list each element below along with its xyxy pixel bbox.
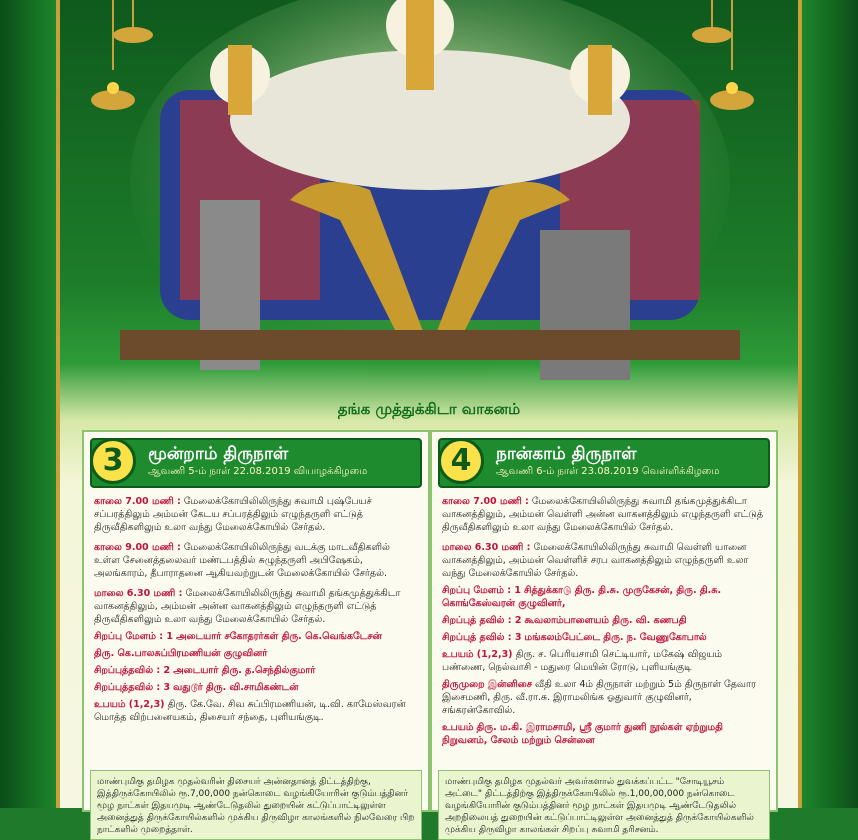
day4-event bbox=[442, 541, 766, 580]
sponsor-label: சிறப்புத்தவில் : 3 bbox=[94, 682, 171, 693]
day3-sponsors bbox=[84, 630, 428, 724]
day4-date: ஆவணி 6-ம் நாள் 23.08.2019 வெள்ளிக்கிழமை bbox=[496, 466, 720, 477]
sponsor-row bbox=[94, 647, 418, 660]
sponsor-row bbox=[94, 698, 418, 724]
event-time: காலை 7.00 மணி : bbox=[94, 496, 181, 507]
event-time: மாலை 6.30 மணி : bbox=[94, 588, 183, 599]
sponsor-label: உபயம் (1,2,3) bbox=[442, 649, 513, 660]
day4-events bbox=[432, 495, 776, 580]
sponsor-text: கூவலாம்பாளையம் திரு. வி. கணபதி bbox=[524, 615, 687, 626]
sponsor-label: சிறப்புத்தவில் : 2 bbox=[94, 665, 171, 676]
sponsor-row bbox=[442, 721, 766, 747]
event-text: மேலைக்கோயிலிலிருந்து சுவாமி தங்கமுத்துக்கிடா வாகனத்திலும், அம்மன் அன்ன வாகனத்திலும் எழுந்தருளி எட்டுத் திருவீதிகளிலும் உலா வந்து மேலைக்கோயில் சேர்தல். bbox=[94, 588, 401, 625]
day4-event bbox=[442, 495, 766, 534]
sponsor-row bbox=[94, 664, 418, 677]
sponsor-row bbox=[442, 614, 766, 627]
event-time: காலை 7.00 மணி : bbox=[442, 496, 529, 507]
day4-header bbox=[438, 438, 770, 488]
day3-note: மாண்புமிகு தமிழக முதல்வரின் திசையர் அன்னதானத் திட்டத்திற்கு, இத்திருக்கோயிலில் ரூ.7,00,000 நன்கொடை வழங்கியோரின் குடும்பத்தினர் மூழ நாட்கள் இதயமுடி ஆண்டேடுதலில் துறையின் கட்டுப்பாட்டிலுள்ள அனைத்துத் திருக்கோயில்களில் முக்கிய திருவிழா காலங்களில் நிலவேரை பிற நாட்களில் முறைத்தாள். bbox=[90, 770, 422, 840]
day4-sponsors bbox=[432, 584, 776, 747]
sponsor-label: திருமுறை இன்னிசை bbox=[442, 679, 532, 690]
sponsor-row bbox=[442, 631, 766, 644]
sponsor-label: சிறப்பு மேளம் : 1 bbox=[442, 585, 521, 596]
day3-event bbox=[94, 541, 418, 580]
day3-title: மூன்றாம் திருநாள் bbox=[148, 444, 289, 464]
sponsor-text: அடையார் திரு. த.செந்தில்குமார் bbox=[173, 665, 316, 676]
day3-panel bbox=[82, 430, 430, 835]
event-time: காலை 9.00 மணி : bbox=[94, 542, 181, 553]
sponsor-label: சிறப்புத் தவில் : 2 bbox=[442, 615, 522, 626]
day3-date: ஆவணி 5-ம் நாள் 22.08.2019 வியாழக்கிழமை bbox=[148, 466, 368, 477]
sponsor-text: சித்துக்காடு திரு. தி.சு. முருகேசன், திரு. தி.சு. கொங்கேஸ்வரன் குழுவினர், bbox=[442, 585, 722, 609]
sponsor-label: உபயம் (1,2,3) bbox=[94, 699, 165, 710]
day3-header bbox=[90, 438, 422, 488]
deity-procession-photo bbox=[120, 0, 740, 392]
sponsor-row bbox=[442, 648, 766, 674]
day4-panel bbox=[430, 430, 778, 835]
day3-events bbox=[84, 495, 428, 626]
sponsor-text: மங்கலம்பேட்டை திரு. ந. வேணுகோபால் bbox=[524, 632, 707, 643]
sponsor-text: திரு. கே.வே. சிவ சுப்பிரமணியன், டி.வி. காமேஸ்வரன் மொத்த விற்பனையகம், திசையர் சந்தை, புளியங்குடி. bbox=[94, 699, 406, 723]
sponsor-row bbox=[442, 678, 766, 717]
sponsor-text: திரு. கெ.பாலசுப்பிரமணியன் குழுவினர் bbox=[94, 648, 268, 659]
sponsor-text: திரு. ம.கி. இராமசாமி, ஸ்ரீ குமார் துணி நூல்கள் ஏற்றுமதி நிறுவனம், சேலம் மற்றும் சென்னை bbox=[442, 722, 723, 746]
event-time: மாலை 6.30 மணி : bbox=[442, 542, 531, 553]
sponsor-row bbox=[94, 630, 418, 643]
day3-event bbox=[94, 495, 418, 534]
sponsor-text: வீதி உலா 4ம் திருநாள் மற்றும் 5ம் திருநாள் தேவார இசைமணி, திரு. வீ.ரா.சு. இராமலிங்க ஓதுவார் குழுவினர், சங்கரன்கோவில். bbox=[442, 679, 756, 716]
day4-note: மாண்புமிகு தமிழக முதல்வர் அவர்களால் துவக்கப்பட்ட "சோடியூசம் அட்டை" திட்டத்திற்கு இத்திருக்கோயிலில் ரூ.1,00,00,000 நன்கொடை வழங்கியோரின் குடும்பத்தினர் மூழ நாட்கள் இதயமுடி ஆண்டேடுதலில் அறநிலையத் துறையின் கட்டுப்பாட்டிலுள்ள அனைத்துத் திருக்கோயில்களில் முக்கிய திருவிழா காலங்கள் சிறப்பு சுவாமி தரிசனம். bbox=[438, 770, 770, 840]
sponsor-row bbox=[442, 584, 766, 610]
event-text: மேலைக்கோயிலிலிருந்து சுவாமி தங்கமுத்துக்கிடா வாகனத்திலும், அம்மன் வெள்ளி அன்ன வாகனத்திலும் எழுந்தருளி எட்டுத் திருவீதிகளிலும் உலா வந்து மேலைக்கோயில் சேர்தல். bbox=[442, 496, 764, 533]
sponsor-label: சிறப்பு மேளம் : 1 bbox=[94, 631, 173, 642]
sponsor-text: வதுடூர் திரு. வி.சாமிகண்டன் bbox=[173, 682, 299, 693]
sponsor-text: திரு. ச. பெரியசாமி செட்டியார், மகேஷ் விஜயம் பண்ணை, நெல்வாசி - மதுரை மெயின் ரோடு, புளியங்குடி bbox=[442, 649, 723, 673]
day4-title: நான்காம் திருநாள் bbox=[496, 444, 637, 464]
day3-event bbox=[94, 587, 418, 626]
event-text: மேலைக்கோயிலிலிருந்து சுவாமி வெள்ளி யானை வாகனத்திலும், அம்மன் வெள்ளிச் சரப வாகனத்திலும் எழுந்தருளி உலா வந்து மேலைக்கோயில் சேர்தல். bbox=[442, 542, 749, 579]
day3-number-badge: 3 bbox=[90, 438, 136, 484]
event-text: மேலைக்கோயிலிலிருந்து வடக்கு மாடவீதிகளில் உள்ள சேனைத்தலைவர் மண்டபத்தில் சுழுந்தருளி அபிஷேகம், அலங்காரம், தீபாராதனை ஆகியவற்றுடன் மேலைக்கோயில் சேர்தல். bbox=[94, 542, 390, 579]
sponsor-text: அடையார் சகோதரர்கள் திரு. கெ.வெங்கடேசன் bbox=[176, 631, 382, 642]
sponsor-row bbox=[94, 681, 418, 694]
event-text: மேலைக்கோயிலிலிருந்து சுவாமி புஷ்பேயச் சப்பரத்திலும் அம்மன் கேடய சப்பரத்திலும் எழுந்தருளி எட்டுத் திருவீதிகளிலும் உலா வந்து மேலைக்கோயில் சேர்தல். bbox=[94, 496, 372, 533]
sponsor-label: உபயம் bbox=[442, 722, 474, 733]
vahanam-caption: தங்க முத்துக்கிடா வாகனம் bbox=[337, 400, 521, 418]
day4-number-badge: 4 bbox=[438, 438, 484, 484]
sponsor-label: சிறப்புத் தவில் : 3 bbox=[442, 632, 522, 643]
